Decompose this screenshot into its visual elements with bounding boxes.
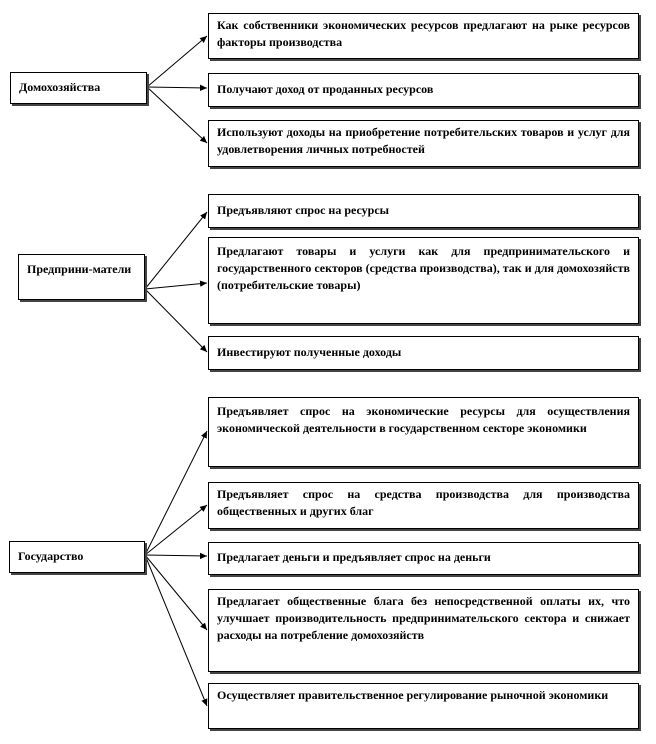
state-function-1: Предъявляет спрос на экономические ресурсы для осуществления экономической деятельности в государственном секторе экономики: [208, 397, 639, 467]
state-function-5: Осуществляет правительственное регулирование рыночной экономики: [208, 683, 639, 729]
arrow-state-5: [145, 555, 207, 706]
arrow-households-2: [147, 87, 207, 88]
entrepreneurs-function-2: Предлагают товары и услуги как для предпринимательского и государственного секторов (средства производства), так и для домохозяйств (потребительские товары): [208, 237, 639, 324]
entrepreneurs-function-3: Инвестируют полученные доходы: [208, 336, 639, 370]
entrepreneurs-function-1: Предъявляют спрос на ресурсы: [208, 194, 639, 228]
state-function-3: Предлагает деньги и предъявляет спрос на деньги: [208, 542, 639, 575]
state-function-4: Предлагает общественные блага без непосредственной оплаты их, что улучшает производительность предпринимательского сектора и снижает расходы на потребление домохозяйств: [208, 589, 639, 672]
arrow-state-2: [145, 505, 207, 555]
households-function-2: Получают доход от проданных ресурсов: [208, 73, 639, 107]
households-function-3: Используют доходы на приобретение потребительских товаров и услуг для удовлетворения личных потребностей: [208, 120, 639, 167]
arrow-state-1: [145, 431, 207, 555]
actor-state: Государство: [9, 541, 145, 573]
arrow-entrepreneurs-2: [145, 283, 207, 289]
households-function-1: Как собственники экономических ресурсов предлагают на рыке ресурсов факторы производства: [208, 13, 639, 59]
arrow-entrepreneurs-3: [145, 289, 207, 352]
arrow-state-4: [145, 555, 207, 630]
arrow-entrepreneurs-1: [145, 212, 207, 289]
state-function-2: Предъявляет спрос на средства производства для производства общественных и других благ: [208, 482, 639, 529]
arrow-households-3: [147, 87, 207, 143]
actor-entrepreneurs: Предприни-матели: [18, 254, 145, 300]
arrow-households-1: [147, 36, 207, 87]
actor-households: Домохозяйства: [10, 72, 147, 104]
arrow-state-3: [145, 555, 207, 556]
